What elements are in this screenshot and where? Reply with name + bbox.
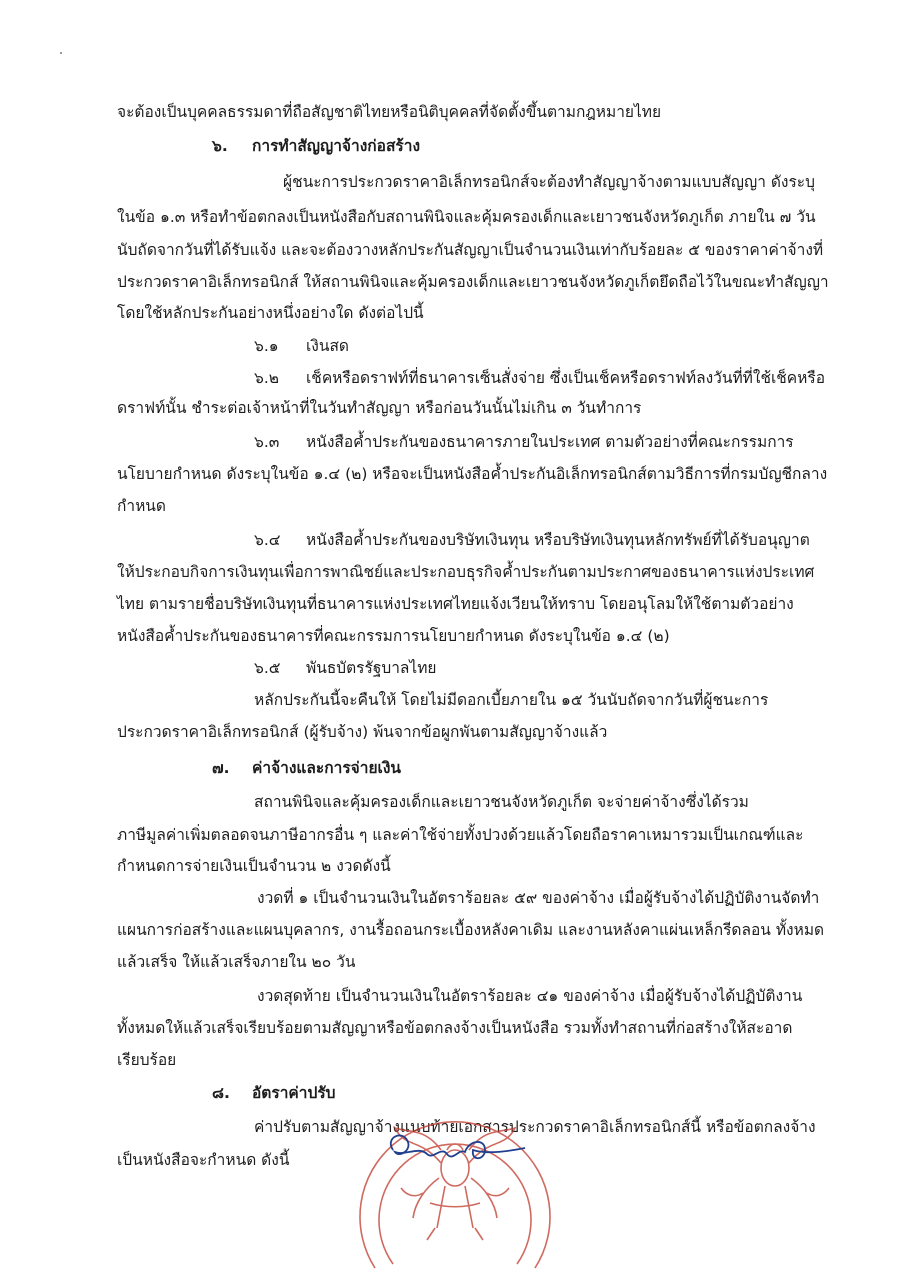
section-7-heading bbox=[212, 758, 401, 778]
section-7-body-line: กำหนดการจ่ายเงินเป็นจำนวน ๒ งวดดังนี้ bbox=[117, 857, 391, 875]
item-6-1 bbox=[254, 336, 349, 356]
guarantee-return-line: หลักประกันนี้จะคืนให้ โดยไม่มีดอกเบี้ยภายใน ๑๕ วันนับถัดจากวันที่ผู้ชนะการ bbox=[254, 691, 769, 709]
item-6-4-text-line: หนังสือค้ำประกันของธนาคารที่คณะกรรมการนโยบายกำหนด ดังระบุในข้อ ๑.๔ (๒) bbox=[117, 627, 670, 645]
section-6-body-line: ประกวดราคาอิเล็กทรอนิกส์ ให้สถานพินิจและคุ้มครองเด็กและเยาวชนจังหวัดภูเก็ตยึดถือไว้ในขณะทำสัญญา bbox=[117, 273, 829, 291]
item-6-3-number: ๖.๓ bbox=[254, 433, 280, 451]
section-6-body-line: ในข้อ ๑.๓ หรือทำข้อตกลงเป็นหนังสือกับสถานพินิจและคุ้มครองเด็กและเยาวชนจังหวัดภูเก็ต ภายใน ๗ วัน bbox=[117, 208, 816, 226]
official-seal-icon bbox=[335, 1068, 575, 1280]
scan-speck bbox=[60, 52, 62, 54]
section-7-number: ๗. bbox=[212, 759, 230, 777]
item-6-3-text-line: นโยบายกำหนด ดังระบุในข้อ ๑.๔ (๒) หรือจะเป็นหนังสือค้ำประกันอิเล็กทรอนิกส์ตามวิธีการที่กรมบัญชีกลาง bbox=[117, 465, 828, 483]
item-6-3-text-line: กำหนด bbox=[117, 497, 166, 515]
item-6-5-text: พันธบัตรรัฐบาลไทย bbox=[306, 659, 437, 677]
section-6-heading bbox=[212, 136, 421, 156]
guarantee-return-line: ประกวดราคาอิเล็กทรอนิกส์ (ผู้รับจ้าง) พ้นจากข้อผูกพันตามสัญญาจ้างแล้ว bbox=[117, 723, 608, 741]
section-6-title: การทำสัญญาจ้างก่อสร้าง bbox=[252, 137, 421, 155]
item-6-4 bbox=[254, 530, 810, 550]
section-6-body-line: นับถัดจากวันที่ได้รับแจ้ง และจะต้องวางหลักประกันสัญญาเป็นจำนวนเงินเท่ากับร้อยละ ๕ ของราคาค่าจ้างที่ bbox=[117, 241, 824, 259]
item-6-3 bbox=[254, 432, 794, 452]
item-6-3-text: หนังสือค้ำประกันของธนาคารภายในประเทศ ตามตัวอย่างที่คณะกรรมการ bbox=[306, 433, 794, 451]
item-6-4-number: ๖.๔ bbox=[254, 531, 281, 549]
installment-final-line: งวดสุดท้าย เป็นจำนวนเงินในอัตราร้อยละ ๔๑ ของค่าจ้าง เมื่อผู้รับจ้างได้ปฏิบัติงาน bbox=[257, 987, 803, 1005]
paragraph-continuation: จะต้องเป็นบุคคลธรรมดาที่ถือสัญชาติไทยหรือนิติบุคคลที่จัดตั้งขึ้นตามกฎหมายไทย bbox=[117, 103, 662, 121]
item-6-2 bbox=[254, 368, 826, 388]
item-6-1-number: ๖.๑ bbox=[254, 337, 279, 355]
item-6-4-text: หนังสือค้ำประกันของบริษัทเงินทุน หรือบริษัทเงินทุนหลักทรัพย์ที่ได้รับอนุญาต bbox=[306, 531, 810, 549]
installment-1-line: งวดที่ ๑ เป็นจำนวนเงินในอัตราร้อยละ ๕๙ ของค่าจ้าง เมื่อผู้รับจ้างได้ปฏิบัติงานจัดทำ bbox=[257, 889, 820, 907]
item-6-4-text-line: ให้ประกอบกิจการเงินทุนเพื่อการพาณิชย์และประกอบธุรกิจค้ำประกันตามประกาศของธนาคารแห่งประเทศ bbox=[117, 563, 815, 581]
item-6-5 bbox=[254, 658, 437, 678]
item-6-1-text: เงินสด bbox=[306, 337, 349, 355]
section-6-number: ๖. bbox=[212, 137, 228, 155]
item-6-5-number: ๖.๕ bbox=[254, 659, 281, 677]
installment-1-line: แผนการก่อสร้างและแผนบุคลากร, งานรื้อถอนกระเบื้องหลังคาเดิม และงานหลังคาแผ่นเหล็กรีดลอน ทั้งหมด bbox=[117, 921, 825, 939]
item-6-2-number: ๖.๒ bbox=[254, 369, 279, 387]
installment-1-line: แล้วเสร็จ ให้แล้วเสร็จภายใน ๒๐ วัน bbox=[117, 953, 356, 971]
section-8-title: อัตราค่าปรับ bbox=[252, 1084, 336, 1102]
section-6-body-line: ผู้ชนะการประกวดราคาอิเล็กทรอนิกส์จะต้องทำสัญญาจ้างตามแบบสัญญา ดังระบุ bbox=[283, 173, 815, 191]
section-8-heading bbox=[212, 1083, 336, 1103]
section-6-body-line: โดยใช้หลักประกันอย่างหนึ่งอย่างใด ดังต่อไปนี้ bbox=[117, 304, 424, 322]
installment-final-line: ทั้งหมดให้แล้วเสร็จเรียบร้อยตามสัญญาหรือข้อตกลงจ้างเป็นหนังสือ รวมทั้งทำสถานที่ก่อสร้างให้สะอาด bbox=[117, 1019, 793, 1037]
section-8-body-line: เป็นหนังสือจะกำหนด ดังนี้ bbox=[117, 1151, 290, 1169]
section-8-body-line: ค่าปรับตามสัญญาจ้างแนบท้ายเอกสารประกวดราคาอิเล็กทรอนิกส์นี้ หรือข้อตกลงจ้าง bbox=[254, 1118, 816, 1136]
item-6-2-text-line: ดราฟท์นั้น ชำระต่อเจ้าหน้าที่ในวันทำสัญญา หรือก่อนวันนั้นไม่เกิน ๓ วันทำการ bbox=[117, 399, 642, 417]
item-6-4-text-line: ไทย ตามรายชื่อบริษัทเงินทุนที่ธนาคารแห่งประเทศไทยแจ้งเวียนให้ทราบ โดยอนุโลมให้ใช้ตามตัวอย่าง bbox=[117, 595, 794, 613]
item-6-2-text: เช็คหรือดราฟท์ที่ธนาคารเซ็นสั่งจ่าย ซึ่งเป็นเช็คหรือดราฟท์ลงวันที่ที่ใช้เช็คหรือ bbox=[306, 369, 826, 387]
section-7-body-line: สถานพินิจและคุ้มครองเด็กและเยาวชนจังหวัดภูเก็ต จะจ่ายค่าจ้างซึ่งได้รวม bbox=[254, 793, 749, 811]
section-7-title: ค่าจ้างและการจ่ายเงิน bbox=[252, 759, 401, 777]
section-8-number: ๘. bbox=[212, 1084, 230, 1102]
installment-final-line: เรียบร้อย bbox=[117, 1051, 177, 1069]
section-7-body-line: ภาษีมูลค่าเพิ่มตลอดจนภาษีอากรอื่น ๆ และค่าใช้จ่ายทั้งปวงด้วยแล้วโดยถือราคาเหมารวมเป็นเกณฑ์และ bbox=[117, 826, 804, 844]
